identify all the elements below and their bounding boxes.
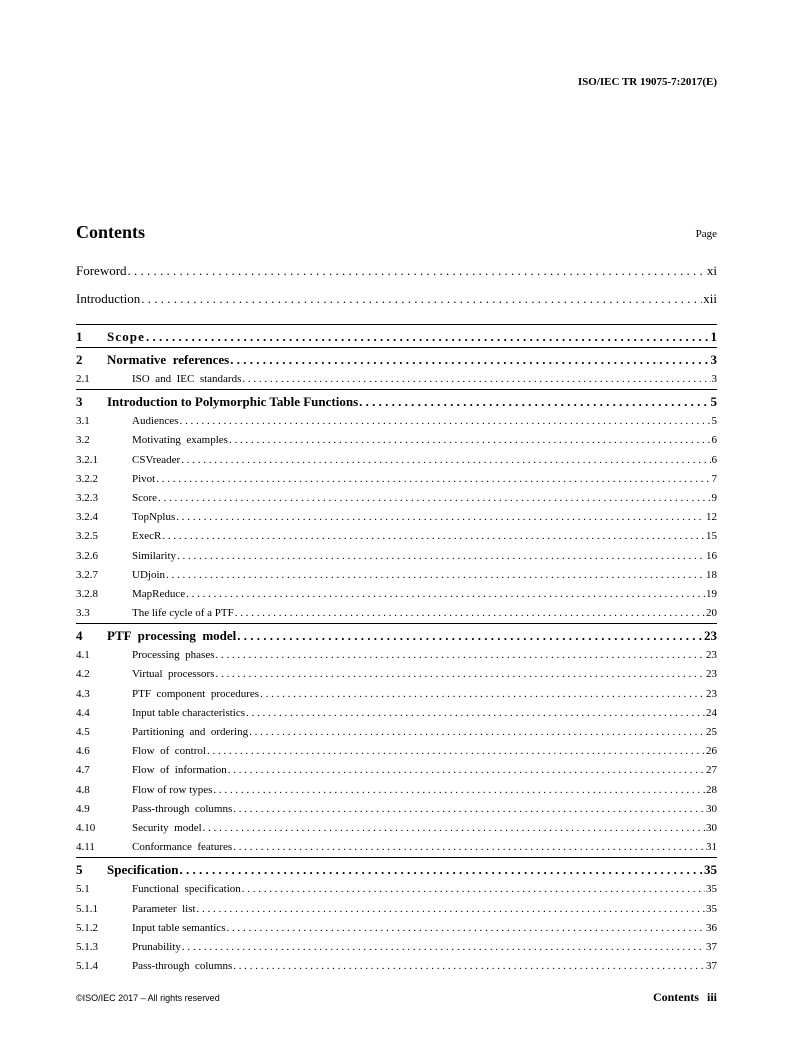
- toc-entry[interactable]: [76, 800, 717, 819]
- toc-entry-title: PTF processing model: [107, 628, 237, 644]
- toc-entry[interactable]: [76, 324, 717, 347]
- toc-entry-title: Processing phases: [132, 649, 215, 662]
- toc-entry-number: 4.9: [76, 802, 90, 815]
- toc-entry-title: Motivating examples: [132, 434, 228, 447]
- footer-copyright: ©ISO/IEC 2017 – All rights reserved: [76, 993, 220, 1003]
- toc-leader-dots: [207, 742, 705, 761]
- toc-leader-dots: [197, 900, 705, 919]
- toc-entry[interactable]: [76, 781, 717, 800]
- toc-leader-dots: [186, 585, 705, 604]
- toc-entry-title: Pivot: [132, 472, 156, 485]
- toc-entry-number: 5.1.3: [76, 940, 98, 953]
- toc-entry-number: 3.2.7: [76, 568, 98, 581]
- toc-entry-number: 4: [76, 628, 83, 644]
- toc-entry[interactable]: [76, 665, 717, 684]
- toc-entry[interactable]: [76, 919, 717, 938]
- toc-entry-page: 24: [706, 706, 717, 719]
- toc-entry-number: 3.2.4: [76, 511, 98, 524]
- toc-leader-dots: [246, 704, 705, 723]
- toc-entry-number: 3.1: [76, 415, 90, 428]
- toc-entry[interactable]: [76, 347, 717, 370]
- toc-leader-dots: [242, 370, 710, 389]
- toc-leader-dots: [237, 624, 703, 646]
- toc-entry-number: 1: [76, 329, 83, 344]
- toc-entry-number: 3.2.8: [76, 587, 98, 600]
- toc-entry-number: 5.1.2: [76, 921, 98, 934]
- toc-entry-page: 23: [704, 628, 717, 644]
- toc-leader-dots: [242, 880, 705, 899]
- toc-entry-number: 4.5: [76, 726, 90, 738]
- toc-entry-page: 18: [706, 568, 717, 581]
- toc-leader-dots: [141, 290, 702, 308]
- toc-leader-dots: [216, 646, 706, 665]
- toc-entry[interactable]: [76, 704, 717, 723]
- toc-leader-dots: [226, 919, 705, 938]
- toc-entry-title: Scope: [107, 329, 145, 344]
- toc-entry-title: PTF component procedures: [132, 687, 260, 700]
- footer-section: Contents: [652, 990, 699, 1004]
- toc-entry-title: Similarity: [132, 549, 176, 562]
- toc-entry-page: 25: [706, 726, 717, 738]
- toc-entry-number: 3.2.1: [76, 453, 98, 466]
- toc-entry-page: 37: [706, 940, 717, 953]
- toc-entry[interactable]: [76, 290, 717, 318]
- toc-leader-dots: [229, 431, 711, 450]
- toc-entry-number: 4.11: [76, 841, 95, 854]
- toc-entry[interactable]: [76, 761, 717, 780]
- toc-leader-dots: [233, 800, 705, 819]
- toc-entry-page: 12: [706, 511, 717, 524]
- toc-entry[interactable]: [76, 723, 717, 742]
- toc-entry-page: 26: [706, 745, 717, 758]
- toc-entry-page: 23: [706, 687, 717, 700]
- toc-entry-title: Security model: [132, 821, 202, 834]
- toc-leader-dots: [177, 547, 705, 566]
- toc-leader-dots: [180, 858, 704, 880]
- footer-page-ref: [653, 990, 717, 1005]
- toc-entry-number: 4.2: [76, 668, 90, 681]
- toc-entry-number: 4.4: [76, 706, 90, 719]
- toc-entry[interactable]: [76, 412, 717, 431]
- toc-leader-dots: [162, 527, 705, 546]
- toc-entry-number: 3.2.3: [76, 491, 98, 504]
- toc-entry-number: 5.1: [76, 883, 90, 896]
- page-column-label: Page: [695, 228, 717, 240]
- toc-leader-dots: [235, 604, 705, 623]
- toc-entry-number: 3.2.5: [76, 530, 98, 543]
- toc-entry-page: 1: [710, 329, 717, 344]
- toc-entry-number: 5: [76, 862, 83, 878]
- toc-entry-title: Input table characteristics: [132, 706, 246, 719]
- toc-entry-number: 5.1.1: [76, 902, 98, 915]
- toc-entry-page: 15: [706, 530, 717, 543]
- toc-entry-page: 30: [706, 821, 717, 834]
- toc-entry-number: 4.3: [76, 687, 90, 700]
- toc-entry-title: Conformance features: [132, 841, 233, 854]
- toc-entry-page: 19: [706, 587, 717, 600]
- toc-entry-page: 20: [706, 607, 717, 620]
- toc-leader-dots: [213, 781, 705, 800]
- table-of-contents: [76, 262, 717, 976]
- toc-entry-page: 7: [711, 472, 717, 485]
- toc-leader-dots: [233, 957, 705, 976]
- toc-entry-number: 3.2: [76, 434, 90, 447]
- toc-entry[interactable]: [76, 489, 717, 508]
- toc-entry-page: 9: [711, 491, 717, 504]
- toc-entry[interactable]: [76, 838, 717, 857]
- toc-entry-title: UDjoin: [132, 568, 165, 581]
- toc-entry-page: 6: [711, 434, 717, 447]
- toc-entry-number: 4.10: [76, 821, 96, 834]
- toc-entry[interactable]: [76, 857, 717, 880]
- toc-entry-title: Flow of control: [132, 745, 206, 758]
- toc-leader-dots: [260, 685, 705, 704]
- toc-entry-page: 31: [706, 841, 717, 854]
- toc-entry[interactable]: [76, 527, 717, 546]
- toc-entry-title: CSVreader: [132, 453, 181, 466]
- footer-page-number: iii: [706, 990, 717, 1004]
- toc-entry-title: MapReduce: [132, 587, 186, 600]
- toc-leader-dots: [249, 723, 705, 742]
- toc-leader-dots: [359, 390, 709, 412]
- toc-entry-number: 3: [76, 394, 83, 410]
- toc-entry-page: 35: [704, 862, 717, 878]
- toc-entry-title: Specification: [107, 862, 179, 878]
- toc-entry[interactable]: [76, 262, 717, 290]
- toc-entry-page: 6: [711, 453, 717, 466]
- toc-entry-title: Functional specification: [132, 883, 241, 896]
- toc-entry-title: Normative references: [107, 352, 230, 367]
- toc-entry[interactable]: [76, 623, 717, 646]
- toc-entry-page: 27: [706, 764, 717, 777]
- toc-entry-title: TopNplus: [132, 511, 176, 524]
- toc-entry[interactable]: [76, 957, 717, 976]
- toc-entry-title: ExecR: [132, 530, 162, 543]
- toc-entry[interactable]: [76, 470, 717, 489]
- toc-entry[interactable]: [76, 938, 717, 957]
- toc-entry-page: 5: [711, 415, 717, 428]
- toc-entry-number: 3.2.6: [76, 549, 98, 562]
- toc-entry-title: Introduction to Polymorphic Table Functions: [107, 394, 359, 410]
- toc-entry[interactable]: [76, 585, 717, 604]
- toc-entry-page: 3: [711, 373, 717, 385]
- toc-entry-number: 5.1.4: [76, 960, 98, 973]
- toc-entry-page: 37: [706, 960, 717, 973]
- toc-entry-title: ISO and IEC standards: [132, 373, 242, 385]
- toc-leader-dots: [128, 262, 706, 280]
- toc-entry[interactable]: [76, 819, 717, 838]
- toc-leader-dots: [166, 566, 705, 585]
- toc-leader-dots: [158, 489, 710, 508]
- toc-entry[interactable]: [76, 431, 717, 450]
- toc-leader-dots: [176, 508, 705, 527]
- toc-entry-title: Virtual processors: [132, 668, 215, 681]
- toc-entry-title: Audiences: [132, 415, 179, 428]
- document-id: ISO/IEC TR 19075-7:2017(E): [577, 76, 717, 88]
- toc-entry[interactable]: [76, 389, 717, 412]
- toc-entry-page: 35: [706, 883, 717, 896]
- toc-entry-title: Prunability: [132, 940, 181, 953]
- toc-entry-title: The life cycle of a PTF: [132, 607, 234, 620]
- toc-leader-dots: [203, 819, 705, 838]
- toc-entry-title: Partitioning and ordering: [132, 726, 249, 738]
- toc-entry-number: 2.1: [76, 373, 90, 385]
- toc-entry-page: xii: [703, 291, 717, 306]
- toc-entry[interactable]: [76, 508, 717, 527]
- toc-entry-page: 23: [706, 668, 717, 681]
- toc-entry-number: 3.3: [76, 607, 90, 620]
- toc-entry-page: 28: [706, 783, 717, 796]
- toc-leader-dots: [179, 412, 710, 431]
- toc-leader-dots: [228, 761, 705, 780]
- toc-leader-dots: [182, 938, 705, 957]
- toc-leader-dots: [156, 470, 710, 489]
- toc-entry-page: 35: [706, 902, 717, 915]
- toc-leader-dots: [146, 325, 710, 347]
- toc-entry[interactable]: [76, 900, 717, 919]
- toc-entry[interactable]: [76, 685, 717, 704]
- toc-entry-title: Foreword: [76, 263, 127, 278]
- toc-entry[interactable]: [76, 566, 717, 585]
- toc-entry-page: 36: [706, 921, 717, 934]
- toc-entry-page: 23: [706, 649, 717, 662]
- toc-entry-number: 4.6: [76, 745, 90, 758]
- toc-entry-number: 2: [76, 352, 83, 367]
- toc-entry-title: Pass-through columns: [132, 960, 233, 973]
- toc-entry-title: Parameter list: [132, 902, 196, 915]
- toc-entry-page: 16: [706, 549, 717, 562]
- toc-entry-number: 4.8: [76, 783, 90, 796]
- toc-entry[interactable]: [76, 370, 717, 389]
- toc-entry-page: xi: [706, 263, 717, 278]
- toc-entry-page: 30: [706, 802, 717, 815]
- toc-entry[interactable]: [76, 646, 717, 665]
- toc-entry-title: Flow of row types: [132, 783, 213, 796]
- toc-entry[interactable]: [76, 742, 717, 761]
- toc-entry-title: Input table semantics: [132, 921, 226, 934]
- toc-leader-dots: [233, 838, 705, 857]
- toc-entry[interactable]: [76, 880, 717, 899]
- toc-entry-title: Pass-through columns: [132, 802, 233, 815]
- toc-entry-number: 3.2.2: [76, 472, 98, 485]
- toc-leader-dots: [181, 451, 710, 470]
- toc-entry-title: Flow of information: [132, 764, 227, 777]
- toc-entry-page: 5: [710, 394, 717, 410]
- toc-leader-dots: [230, 348, 709, 370]
- toc-entry[interactable]: [76, 451, 717, 470]
- toc-entry-number: 4.1: [76, 649, 90, 662]
- toc-leader-dots: [215, 665, 705, 684]
- toc-entry-title: Introduction: [76, 291, 141, 306]
- toc-entry[interactable]: [76, 604, 717, 623]
- toc-entry-number: 4.7: [76, 764, 90, 777]
- toc-entry-page: 3: [710, 352, 717, 367]
- toc-entry-title: Score: [132, 491, 158, 504]
- contents-heading: Contents: [76, 222, 146, 242]
- toc-entry[interactable]: [76, 547, 717, 566]
